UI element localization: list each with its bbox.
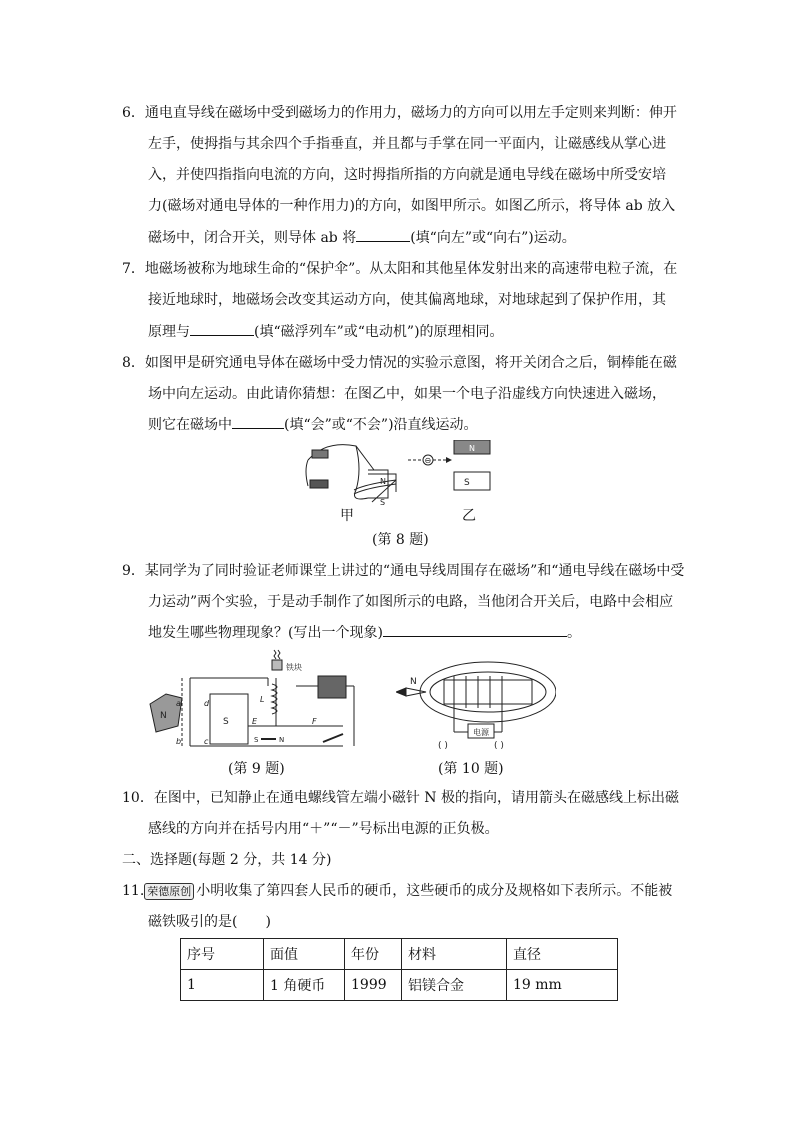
q8-label-s: S <box>380 498 386 507</box>
q11-number: 11. <box>122 883 145 899</box>
q8-fig-yi <box>408 440 490 490</box>
q9-line2: 力运动”两个实验，于是动手制作了如图所示的电路，当他闭合开关后，电路中会相应 <box>148 594 674 610</box>
q10-line2: 感线的方向并在括号内用“＋”“－”号标出电源的正负极。 <box>148 821 499 837</box>
q8-line3-start: 则它在磁场中 <box>148 417 232 433</box>
q8-line3 <box>148 414 478 434</box>
q9-answer-blank[interactable] <box>383 622 567 637</box>
table-cell: 19 mm <box>507 970 618 1001</box>
q9-line3 <box>148 622 581 642</box>
table-header-cell: 直径 <box>507 939 618 970</box>
section-2-heading: 二、选择题(每题 2 分，共 14 分) <box>122 852 332 868</box>
q7-line1: 7．地磁场被称为地球生命的“保护伞”。从太阳和其他星体发射出来的高速带电粒子流，在 <box>122 261 678 277</box>
q7-line3-end: (填“磁浮列车”或“电动机”)的原理相同。 <box>254 324 504 340</box>
q6-line5 <box>148 227 576 247</box>
table-header-cell: 年份 <box>345 939 402 970</box>
q8-fig-label-yi: 乙 <box>462 508 476 524</box>
q9-compass-n: N <box>279 736 285 744</box>
q6-line5-end: (填“向左”或“向右”)运动。 <box>410 230 576 246</box>
q10-paren-right[interactable]: ( ) <box>494 741 504 751</box>
q6-line1: 6．通电直导线在磁场中受到磁场力的作用力，磁场力的方向可以用左手定则来判断：伸开 <box>122 105 677 121</box>
q11-line2: 磁铁吸引的是( ) <box>148 914 271 930</box>
table-cell: 1 角硬币 <box>264 970 345 1001</box>
q9-label-a: a <box>176 699 181 708</box>
table-cell: 铝镁合金 <box>402 970 507 1001</box>
q9-label-e: E <box>252 717 258 726</box>
q10-line1: 10．在图中，已知静止在通电螺线管左端小磁针 N 极的指向，请用箭头在磁感线上标出磁 <box>122 790 679 806</box>
q8-yi-label-n: N <box>469 444 475 453</box>
table-cell: 1 <box>181 970 264 1001</box>
q9-caption: (第 9 题) <box>228 761 285 777</box>
q9-label-tiekuai: 铁块 <box>286 663 302 672</box>
q9-label-d: d <box>204 699 210 708</box>
q9-compass-s: S <box>254 736 259 744</box>
table-header-cell: 序号 <box>181 939 264 970</box>
q9-label-c: c <box>204 737 209 746</box>
q10-label-n: N <box>410 677 417 687</box>
table-header-row <box>181 939 618 970</box>
q8-fig-jia <box>306 445 396 507</box>
q8-label-n: N <box>380 477 386 486</box>
q11-line1 <box>122 880 672 900</box>
table-cell: 1999 <box>345 970 402 1001</box>
q9-label-s: S <box>223 717 229 727</box>
q9-line3-start: 地发生哪些物理现象？(写出一个现象) <box>148 625 383 641</box>
q7-line3-start: 原理与 <box>148 324 190 340</box>
q8-fig-label-jia: 甲 <box>340 508 354 524</box>
table-row <box>181 970 618 1001</box>
q8-line1: 8．如图甲是研究通电导体在磁场中受力情况的实验示意图，将开关闭合之后，铜棒能在磁 <box>122 355 677 371</box>
q8-yi-label-s: S <box>464 478 470 488</box>
q9-figure <box>148 646 368 754</box>
table-header-cell: 材料 <box>402 939 507 970</box>
q6-line2: 左手，使拇指与其余四个手指垂直，并且都与手掌在同一平面内，让磁感线从掌心进 <box>148 136 666 152</box>
q6-line5-start: 磁场中，闭合开关，则导体 ab 将 <box>148 230 357 246</box>
q8-electron-label: ⊖ <box>424 456 432 465</box>
q9-label-n: N <box>160 711 167 721</box>
q8-answer-blank[interactable] <box>232 414 284 429</box>
q8-line2: 场中向左运动。由此请你猜想：在图乙中，如果一个电子沿虚线方向快速进入磁场， <box>148 386 666 402</box>
q7-line2: 接近地球时，地磁场会改变其运动方向，使其偏离地球，对地球起到了保护作用，其 <box>148 292 666 308</box>
q6-answer-blank[interactable] <box>356 227 410 242</box>
q6-line3: 入，并使四指指向电流的方向，这时拇指所指的方向就是通电导线在磁场中所受安培 <box>148 167 666 183</box>
q6-line4: 力(磁场对通电导体的一种作用力)的方向，如图甲所示。如图乙所示，将导体 ab 放入 <box>148 198 676 214</box>
q8-caption: (第 8 题) <box>372 532 429 548</box>
q7-answer-blank[interactable] <box>190 321 254 336</box>
q9-label-f: F <box>312 717 317 726</box>
table-header-cell: 面值 <box>264 939 345 970</box>
q9-label-b: b <box>176 737 182 746</box>
q10-label-power: 电源 <box>473 728 489 737</box>
q10-paren-left[interactable]: ( ) <box>438 741 448 751</box>
q10-figure <box>396 650 556 756</box>
q9-label-l: L <box>260 695 265 704</box>
q11-line1-text: 小明收集了第四套人民币的硬币，这些硬币的成分及规格如下表所示。不能被 <box>196 883 673 899</box>
q10-caption: (第 10 题) <box>438 761 504 777</box>
q7-line3 <box>148 321 504 341</box>
coin-table <box>180 938 618 1001</box>
q9-line1: 9．某同学为了同时验证老师课堂上讲过的“通电导线周围存在磁场”和“通电导线在磁场中受 <box>122 563 685 579</box>
q10-compass-needle <box>396 688 406 696</box>
q8-line3-end: (填“会”或“不会”)沿直线运动。 <box>284 417 478 433</box>
q11-original-tag: 荣德原创 <box>144 883 194 900</box>
q9-line3-end: 。 <box>566 625 581 641</box>
